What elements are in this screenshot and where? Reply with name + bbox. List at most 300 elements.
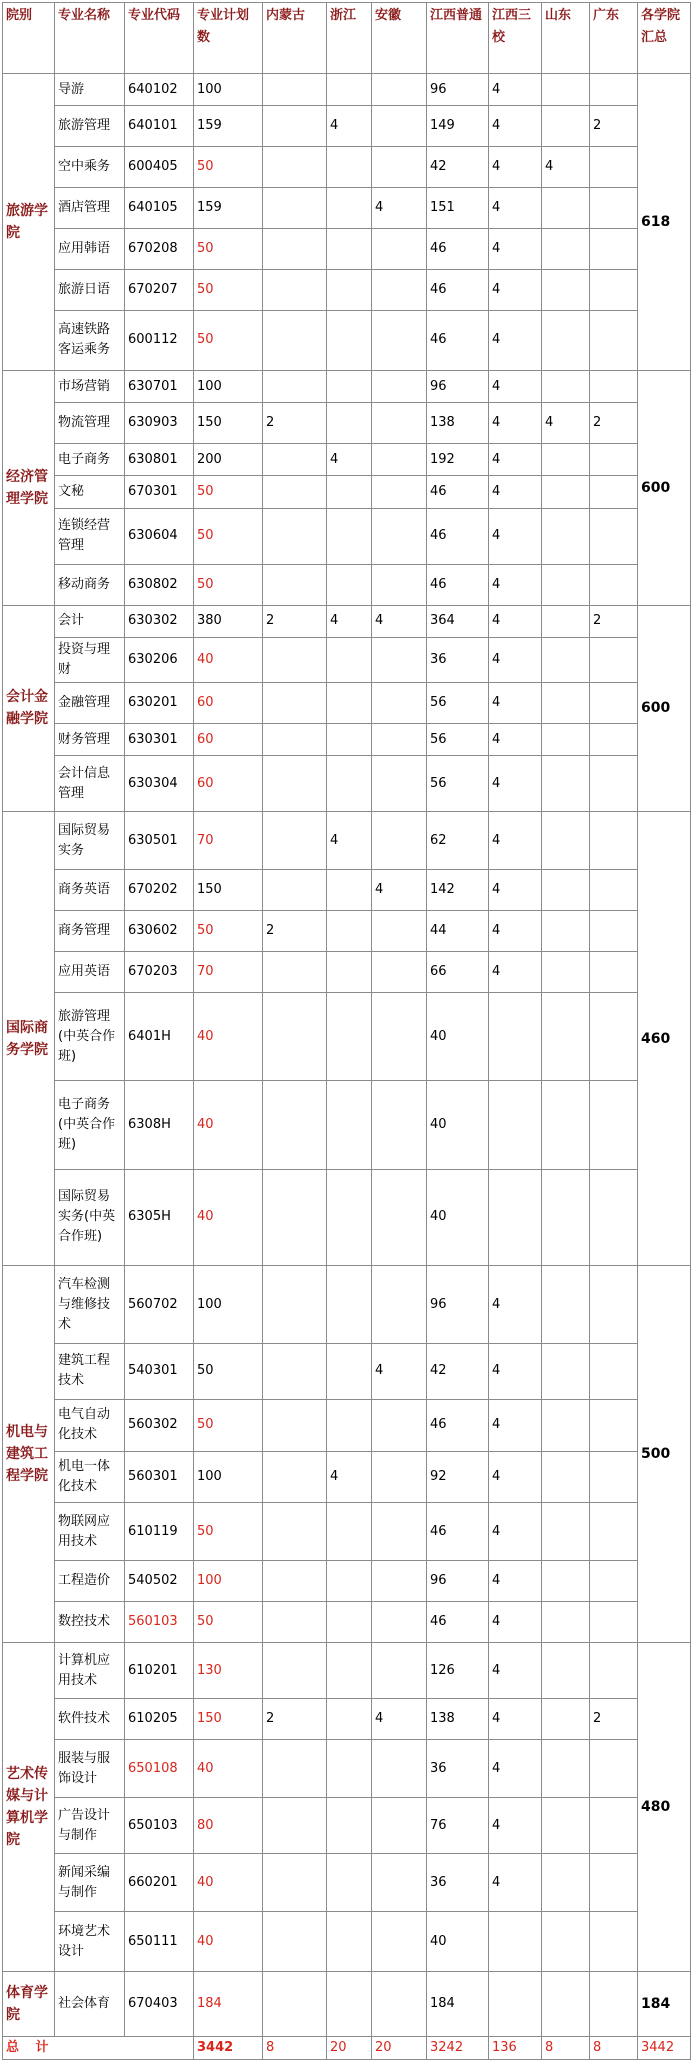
quota-jiangxi-general: 40 bbox=[427, 1169, 489, 1266]
quota-neimenggu bbox=[263, 1169, 327, 1266]
quota-jiangxi-three-schools: 4 bbox=[489, 1643, 542, 1699]
quota-jiangxi-three-schools: 4 bbox=[489, 870, 542, 911]
major-name: 旅游管理(中英合作班) bbox=[55, 993, 125, 1081]
quota-zhejiang: 4 bbox=[327, 812, 372, 870]
grand-total-guangdong: 8 bbox=[590, 2037, 638, 2060]
quota-zhejiang: 4 bbox=[327, 605, 372, 637]
plan-count: 40 bbox=[194, 1912, 263, 1972]
header-college: 院别 bbox=[3, 3, 55, 74]
major-name: 会计 bbox=[55, 605, 125, 637]
major-code: 650103 bbox=[125, 1798, 194, 1854]
quota-jiangxi-three-schools: 4 bbox=[489, 188, 542, 229]
quota-zhejiang bbox=[327, 993, 372, 1081]
major-code: 670202 bbox=[125, 870, 194, 911]
major-name: 软件技术 bbox=[55, 1699, 125, 1740]
quota-shandong bbox=[542, 269, 590, 310]
quota-anhui bbox=[372, 1602, 427, 1643]
major-name: 国际贸易实务 bbox=[55, 812, 125, 870]
quota-zhejiang bbox=[327, 1854, 372, 1912]
quota-jiangxi-general: 46 bbox=[427, 310, 489, 370]
quota-guangdong bbox=[590, 756, 638, 812]
table-row bbox=[3, 870, 691, 911]
quota-shandong bbox=[542, 911, 590, 952]
quota-guangdong bbox=[590, 1602, 638, 1643]
quota-guangdong bbox=[590, 508, 638, 564]
table-row bbox=[3, 476, 691, 508]
quota-shandong bbox=[542, 870, 590, 911]
quota-guangdong bbox=[590, 952, 638, 993]
table-row bbox=[3, 812, 691, 870]
table-row bbox=[3, 1972, 691, 2037]
plan-count: 100 bbox=[194, 1266, 263, 1344]
plan-count: 159 bbox=[194, 188, 263, 229]
major-name: 应用韩语 bbox=[55, 228, 125, 269]
college-total: 600 bbox=[638, 605, 691, 812]
quota-jiangxi-general: 40 bbox=[427, 993, 489, 1081]
quota-shandong bbox=[542, 444, 590, 476]
quota-neimenggu bbox=[263, 870, 327, 911]
quota-neimenggu bbox=[263, 269, 327, 310]
quota-jiangxi-general: 42 bbox=[427, 147, 489, 188]
quota-anhui: 4 bbox=[372, 1343, 427, 1399]
quota-anhui bbox=[372, 952, 427, 993]
major-code: 640105 bbox=[125, 188, 194, 229]
table-row bbox=[3, 188, 691, 229]
major-code: 630903 bbox=[125, 403, 194, 444]
plan-count: 130 bbox=[194, 1643, 263, 1699]
quota-anhui: 4 bbox=[372, 605, 427, 637]
major-code: 630206 bbox=[125, 637, 194, 682]
quota-jiangxi-general: 184 bbox=[427, 1972, 489, 2037]
quota-neimenggu bbox=[263, 228, 327, 269]
quota-jiangxi-three-schools: 4 bbox=[489, 1399, 542, 1451]
major-code: 540301 bbox=[125, 1343, 194, 1399]
major-name: 国际贸易实务(中英合作班) bbox=[55, 1169, 125, 1266]
major-code: 610205 bbox=[125, 1699, 194, 1740]
quota-zhejiang bbox=[327, 147, 372, 188]
quota-neimenggu bbox=[263, 1798, 327, 1854]
quota-jiangxi-three-schools: 4 bbox=[489, 106, 542, 147]
quota-guangdong bbox=[590, 269, 638, 310]
quota-guangdong bbox=[590, 1343, 638, 1399]
plan-count: 100 bbox=[194, 1561, 263, 1602]
quota-shandong bbox=[542, 1798, 590, 1854]
plan-count: 40 bbox=[194, 1169, 263, 1266]
quota-neimenggu bbox=[263, 812, 327, 870]
plan-count: 100 bbox=[194, 74, 263, 106]
quota-shandong bbox=[542, 1399, 590, 1451]
quota-neimenggu bbox=[263, 1399, 327, 1451]
plan-count: 50 bbox=[194, 147, 263, 188]
quota-shandong bbox=[542, 106, 590, 147]
plan-count: 50 bbox=[194, 1602, 263, 1643]
quota-neimenggu: 2 bbox=[263, 403, 327, 444]
plan-count: 80 bbox=[194, 1798, 263, 1854]
header-guangdong: 广东 bbox=[590, 3, 638, 74]
quota-guangdong bbox=[590, 476, 638, 508]
table-row bbox=[3, 1266, 691, 1344]
college-total: 618 bbox=[638, 74, 691, 371]
major-name: 电子商务 bbox=[55, 444, 125, 476]
table-row bbox=[3, 952, 691, 993]
major-name: 服装与服饰设计 bbox=[55, 1739, 125, 1797]
quota-neimenggu bbox=[263, 1451, 327, 1503]
quota-anhui bbox=[372, 1503, 427, 1561]
major-name: 物流管理 bbox=[55, 403, 125, 444]
quota-guangdong bbox=[590, 310, 638, 370]
quota-jiangxi-three-schools: 4 bbox=[489, 147, 542, 188]
quota-anhui bbox=[372, 106, 427, 147]
quota-anhui bbox=[372, 1972, 427, 2037]
major-code: 6305H bbox=[125, 1169, 194, 1266]
quota-shandong bbox=[542, 371, 590, 403]
quota-shandong bbox=[542, 952, 590, 993]
college-name: 体育学院 bbox=[3, 1972, 55, 2037]
major-code: 630304 bbox=[125, 756, 194, 812]
quota-anhui: 4 bbox=[372, 188, 427, 229]
quota-anhui bbox=[372, 1399, 427, 1451]
major-name: 新闻采编与制作 bbox=[55, 1854, 125, 1912]
quota-shandong bbox=[542, 1503, 590, 1561]
major-code: 650108 bbox=[125, 1739, 194, 1797]
major-code: 670207 bbox=[125, 269, 194, 310]
college-name: 旅游学院 bbox=[3, 74, 55, 371]
quota-guangdong: 2 bbox=[590, 1699, 638, 1740]
table-row bbox=[3, 1739, 691, 1797]
quota-jiangxi-three-schools bbox=[489, 1081, 542, 1169]
quota-shandong bbox=[542, 1854, 590, 1912]
plan-count: 200 bbox=[194, 444, 263, 476]
quota-guangdong bbox=[590, 1503, 638, 1561]
major-name: 旅游管理 bbox=[55, 106, 125, 147]
plan-count: 184 bbox=[194, 1972, 263, 2037]
major-name: 文秘 bbox=[55, 476, 125, 508]
quota-zhejiang bbox=[327, 952, 372, 993]
quota-jiangxi-three-schools: 4 bbox=[489, 228, 542, 269]
quota-neimenggu bbox=[263, 724, 327, 756]
quota-shandong: 4 bbox=[542, 147, 590, 188]
major-code: 630301 bbox=[125, 724, 194, 756]
plan-count: 50 bbox=[194, 310, 263, 370]
quota-anhui bbox=[372, 147, 427, 188]
plan-count: 50 bbox=[194, 1343, 263, 1399]
enrollment-plan-table bbox=[2, 2, 691, 2060]
quota-anhui bbox=[372, 1081, 427, 1169]
table-row bbox=[3, 1081, 691, 1169]
quota-guangdong bbox=[590, 911, 638, 952]
quota-jiangxi-general: 192 bbox=[427, 444, 489, 476]
quota-zhejiang bbox=[327, 1798, 372, 1854]
major-name: 物联网应用技术 bbox=[55, 1503, 125, 1561]
quota-jiangxi-general: 149 bbox=[427, 106, 489, 147]
major-name: 电气自动化技术 bbox=[55, 1399, 125, 1451]
quota-anhui bbox=[372, 1266, 427, 1344]
quota-anhui bbox=[372, 1643, 427, 1699]
major-code: 560702 bbox=[125, 1266, 194, 1344]
plan-count: 50 bbox=[194, 476, 263, 508]
quota-neimenggu bbox=[263, 476, 327, 508]
quota-zhejiang bbox=[327, 870, 372, 911]
table-row bbox=[3, 310, 691, 370]
quota-jiangxi-three-schools: 4 bbox=[489, 74, 542, 106]
quota-jiangxi-general: 56 bbox=[427, 724, 489, 756]
quota-neimenggu bbox=[263, 1643, 327, 1699]
major-code: 600112 bbox=[125, 310, 194, 370]
quota-guangdong bbox=[590, 1169, 638, 1266]
quota-jiangxi-three-schools: 4 bbox=[489, 1699, 542, 1740]
quota-neimenggu bbox=[263, 1972, 327, 2037]
header-college-total: 各学院汇总 bbox=[638, 3, 691, 74]
table-row bbox=[3, 1343, 691, 1399]
quota-guangdong: 2 bbox=[590, 605, 638, 637]
quota-shandong bbox=[542, 1169, 590, 1266]
quota-anhui bbox=[372, 1739, 427, 1797]
major-code: 670203 bbox=[125, 952, 194, 993]
quota-guangdong bbox=[590, 683, 638, 724]
quota-jiangxi-three-schools: 4 bbox=[489, 564, 542, 605]
quota-guangdong bbox=[590, 812, 638, 870]
quota-neimenggu bbox=[263, 74, 327, 106]
table-row bbox=[3, 637, 691, 682]
quota-guangdong bbox=[590, 1798, 638, 1854]
major-code: 640102 bbox=[125, 74, 194, 106]
quota-jiangxi-three-schools: 4 bbox=[489, 1854, 542, 1912]
major-code: 670208 bbox=[125, 228, 194, 269]
quota-jiangxi-three-schools: 4 bbox=[489, 724, 542, 756]
quota-shandong bbox=[542, 1081, 590, 1169]
quota-guangdong bbox=[590, 724, 638, 756]
plan-count: 40 bbox=[194, 637, 263, 682]
table-row bbox=[3, 1798, 691, 1854]
major-code: 640101 bbox=[125, 106, 194, 147]
college-name: 艺术传媒与计算机学院 bbox=[3, 1643, 55, 1972]
grand-total-plan: 3442 bbox=[194, 2037, 263, 2060]
major-name: 建筑工程技术 bbox=[55, 1343, 125, 1399]
major-name: 空中乘务 bbox=[55, 147, 125, 188]
quota-shandong bbox=[542, 1739, 590, 1797]
quota-shandong bbox=[542, 1561, 590, 1602]
quota-jiangxi-three-schools bbox=[489, 1169, 542, 1266]
quota-jiangxi-three-schools bbox=[489, 993, 542, 1081]
quota-zhejiang bbox=[327, 1169, 372, 1266]
major-code: 560301 bbox=[125, 1451, 194, 1503]
quota-guangdong bbox=[590, 1399, 638, 1451]
quota-anhui bbox=[372, 476, 427, 508]
quota-jiangxi-general: 151 bbox=[427, 188, 489, 229]
table-row bbox=[3, 1399, 691, 1451]
quota-neimenggu bbox=[263, 1266, 327, 1344]
major-code: 560302 bbox=[125, 1399, 194, 1451]
table-row bbox=[3, 1602, 691, 1643]
table-row bbox=[3, 1561, 691, 1602]
quota-jiangxi-three-schools: 4 bbox=[489, 1451, 542, 1503]
quota-anhui: 4 bbox=[372, 1699, 427, 1740]
major-name: 酒店管理 bbox=[55, 188, 125, 229]
major-code: 630801 bbox=[125, 444, 194, 476]
quota-anhui bbox=[372, 269, 427, 310]
major-name: 应用英语 bbox=[55, 952, 125, 993]
major-name: 电子商务(中英合作班) bbox=[55, 1081, 125, 1169]
table-row bbox=[3, 1854, 691, 1912]
quota-shandong bbox=[542, 1643, 590, 1699]
major-name: 机电一体化技术 bbox=[55, 1451, 125, 1503]
grand-total-anhui: 20 bbox=[372, 2037, 427, 2060]
quota-jiangxi-three-schools: 4 bbox=[489, 756, 542, 812]
quota-jiangxi-three-schools: 4 bbox=[489, 1343, 542, 1399]
major-name: 旅游日语 bbox=[55, 269, 125, 310]
quota-neimenggu bbox=[263, 188, 327, 229]
quota-zhejiang bbox=[327, 228, 372, 269]
quota-guangdong bbox=[590, 1912, 638, 1972]
quota-shandong bbox=[542, 564, 590, 605]
major-name: 移动商务 bbox=[55, 564, 125, 605]
quota-shandong bbox=[542, 1451, 590, 1503]
header-row bbox=[3, 3, 691, 74]
college-total: 600 bbox=[638, 371, 691, 606]
plan-count: 150 bbox=[194, 1699, 263, 1740]
quota-shandong bbox=[542, 993, 590, 1081]
quota-shandong bbox=[542, 1699, 590, 1740]
plan-count: 50 bbox=[194, 911, 263, 952]
quota-jiangxi-general: 96 bbox=[427, 371, 489, 403]
quota-jiangxi-general: 46 bbox=[427, 564, 489, 605]
quota-anhui bbox=[372, 310, 427, 370]
quota-anhui bbox=[372, 1912, 427, 1972]
quota-anhui bbox=[372, 444, 427, 476]
table-row bbox=[3, 605, 691, 637]
major-name: 投资与理财 bbox=[55, 637, 125, 682]
grand-total-zhejiang: 20 bbox=[327, 2037, 372, 2060]
plan-count: 40 bbox=[194, 993, 263, 1081]
quota-anhui bbox=[372, 403, 427, 444]
quota-zhejiang bbox=[327, 1739, 372, 1797]
major-name: 市场营销 bbox=[55, 371, 125, 403]
quota-shandong bbox=[542, 310, 590, 370]
quota-zhejiang bbox=[327, 637, 372, 682]
major-code: 660201 bbox=[125, 1854, 194, 1912]
quota-neimenggu bbox=[263, 508, 327, 564]
plan-count: 380 bbox=[194, 605, 263, 637]
major-name: 商务管理 bbox=[55, 911, 125, 952]
quota-zhejiang bbox=[327, 310, 372, 370]
quota-zhejiang: 4 bbox=[327, 444, 372, 476]
quota-anhui bbox=[372, 564, 427, 605]
plan-count: 60 bbox=[194, 756, 263, 812]
major-name: 连锁经营管理 bbox=[55, 508, 125, 564]
quota-jiangxi-general: 138 bbox=[427, 1699, 489, 1740]
quota-neimenggu bbox=[263, 564, 327, 605]
quota-jiangxi-general: 126 bbox=[427, 1643, 489, 1699]
major-name: 社会体育 bbox=[55, 1972, 125, 2037]
table-row bbox=[3, 1169, 691, 1266]
quota-jiangxi-three-schools: 4 bbox=[489, 605, 542, 637]
quota-guangdong: 2 bbox=[590, 106, 638, 147]
quota-anhui bbox=[372, 228, 427, 269]
quota-shandong bbox=[542, 637, 590, 682]
quota-guangdong bbox=[590, 993, 638, 1081]
quota-zhejiang bbox=[327, 1699, 372, 1740]
quota-anhui bbox=[372, 637, 427, 682]
quota-zhejiang bbox=[327, 1399, 372, 1451]
plan-count: 40 bbox=[194, 1081, 263, 1169]
header-neimenggu: 内蒙古 bbox=[263, 3, 327, 74]
quota-zhejiang bbox=[327, 1561, 372, 1602]
major-code: 6401H bbox=[125, 993, 194, 1081]
quota-jiangxi-three-schools: 4 bbox=[489, 269, 542, 310]
plan-count: 159 bbox=[194, 106, 263, 147]
major-name: 导游 bbox=[55, 74, 125, 106]
quota-guangdong bbox=[590, 188, 638, 229]
plan-count: 60 bbox=[194, 683, 263, 724]
table-row bbox=[3, 724, 691, 756]
grand-total-jiangxi-general: 3242 bbox=[427, 2037, 489, 2060]
quota-neimenggu: 2 bbox=[263, 911, 327, 952]
quota-guangdong bbox=[590, 1643, 638, 1699]
quota-neimenggu: 2 bbox=[263, 605, 327, 637]
plan-count: 60 bbox=[194, 724, 263, 756]
quota-jiangxi-general: 40 bbox=[427, 1912, 489, 1972]
quota-jiangxi-three-schools: 4 bbox=[489, 444, 542, 476]
college-total: 184 bbox=[638, 1972, 691, 2037]
quota-shandong bbox=[542, 605, 590, 637]
grand-total-all: 3442 bbox=[638, 2037, 691, 2060]
plan-count: 150 bbox=[194, 870, 263, 911]
quota-neimenggu: 2 bbox=[263, 1699, 327, 1740]
quota-zhejiang bbox=[327, 1602, 372, 1643]
quota-jiangxi-general: 36 bbox=[427, 1739, 489, 1797]
college-total: 460 bbox=[638, 812, 691, 1266]
quota-jiangxi-general: 46 bbox=[427, 1503, 489, 1561]
quota-neimenggu bbox=[263, 1739, 327, 1797]
major-code: 630802 bbox=[125, 564, 194, 605]
plan-count: 70 bbox=[194, 952, 263, 993]
quota-guangdong bbox=[590, 1266, 638, 1344]
major-name: 计算机应用技术 bbox=[55, 1643, 125, 1699]
quota-neimenggu bbox=[263, 310, 327, 370]
quota-shandong bbox=[542, 1343, 590, 1399]
quota-guangdong bbox=[590, 870, 638, 911]
grand-total-jiangxi-three-schools: 136 bbox=[489, 2037, 542, 2060]
plan-count: 50 bbox=[194, 508, 263, 564]
quota-zhejiang bbox=[327, 1266, 372, 1344]
plan-count: 70 bbox=[194, 812, 263, 870]
quota-zhejiang bbox=[327, 269, 372, 310]
major-code: 630201 bbox=[125, 683, 194, 724]
header-major-code: 专业代码 bbox=[125, 3, 194, 74]
major-code: 650111 bbox=[125, 1912, 194, 1972]
quota-jiangxi-three-schools: 4 bbox=[489, 371, 542, 403]
college-total: 500 bbox=[638, 1266, 691, 1643]
table-row bbox=[3, 444, 691, 476]
quota-jiangxi-three-schools: 4 bbox=[489, 683, 542, 724]
quota-shandong bbox=[542, 724, 590, 756]
header-zhejiang: 浙江 bbox=[327, 3, 372, 74]
quota-zhejiang bbox=[327, 188, 372, 229]
quota-shandong: 4 bbox=[542, 403, 590, 444]
grand-total-neimenggu: 8 bbox=[263, 2037, 327, 2060]
header-major-name: 专业名称 bbox=[55, 3, 125, 74]
quota-neimenggu bbox=[263, 637, 327, 682]
quota-jiangxi-general: 46 bbox=[427, 1602, 489, 1643]
quota-jiangxi-three-schools: 4 bbox=[489, 1266, 542, 1344]
table-row bbox=[3, 993, 691, 1081]
plan-count: 100 bbox=[194, 1451, 263, 1503]
major-name: 商务英语 bbox=[55, 870, 125, 911]
quota-guangdong bbox=[590, 1561, 638, 1602]
quota-anhui bbox=[372, 993, 427, 1081]
quota-jiangxi-three-schools: 4 bbox=[489, 1503, 542, 1561]
quota-jiangxi-three-schools bbox=[489, 1972, 542, 2037]
